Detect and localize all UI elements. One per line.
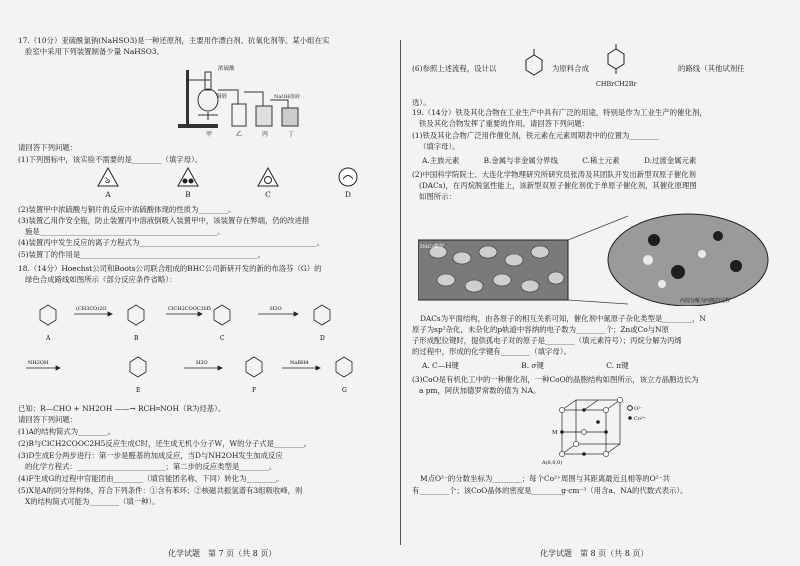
q17-p5: (5)装置丁的作用是________________________________________________。	[18, 250, 265, 259]
icon-label-b: B	[185, 190, 191, 200]
biohazard-icon	[257, 167, 279, 187]
q18-stem: 18.（14分）Hoechst公司和Boots公司联合组成的BHC公司新研开发的新的布洛芬（G）的	[18, 264, 322, 273]
point-m-label: M	[552, 430, 558, 436]
target-structure	[604, 44, 628, 80]
apparatus-figure	[178, 60, 328, 138]
legend-cobalt: Co²⁺	[634, 416, 646, 422]
reagent-4: NH2OH	[28, 360, 49, 366]
q19-p3a: DACs为平面结构，由各原子的相互关系可知，催化剂中氮原子杂化类型是________，N	[420, 314, 706, 323]
compound-a: A	[46, 335, 51, 342]
label-bing: 丙	[262, 131, 269, 138]
q19-p1: (1)铁及其化合物广泛用作催化剂，铁元素在元素周期表中的位置为________	[412, 131, 659, 140]
goggles-icon	[177, 167, 199, 187]
compound-b: B	[134, 335, 139, 342]
q18-p5a: (5)X是A的同分异构体，符合下列条件：①含有苯环；②核磁共振氢谱有3组吸收峰，则	[18, 486, 303, 495]
q17-p3b: 施是________________________________________________。	[25, 227, 225, 236]
hazard-icon-d	[318, 167, 378, 200]
legend-oxide: O²⁻	[634, 406, 643, 412]
q17-stem2: 验室中采用下列装置制备少量 NaHSO3。	[25, 47, 164, 56]
reagent-1: (CH3CO)2O	[76, 306, 107, 312]
dac-figure	[418, 206, 778, 306]
option-a: A.主族元素	[422, 156, 460, 165]
footer-left: 化学试题 第 7 页（共 8 页）	[168, 549, 277, 558]
q19-options2	[422, 361, 782, 371]
reagent-3: H2O	[270, 306, 282, 312]
q19-p5b: 有________个；该CoO晶体的密度是________g·cm⁻³（用含a、NA的代数式表示）。	[412, 486, 688, 495]
reagent-2: ClCH2COOC2H5	[168, 306, 212, 312]
q17-ask: 请回答下列问题：	[18, 143, 78, 152]
q17-6-text4: 选）。	[412, 98, 431, 107]
q18-known: 已知：R—CHO + NH2OH ——→ RCH═NOH（R为烃基）。	[18, 404, 226, 413]
unit-cell-figure	[542, 396, 652, 470]
label-acid: 浓硫酸	[218, 66, 235, 72]
q19-p4b: a pm，阿伏加德罗常数的值为 NA。	[419, 386, 541, 395]
compound-c: C	[220, 335, 225, 342]
q17-p4: (4)装置丙中发生反应的离子方程式为________________________________________________。	[18, 238, 325, 247]
option2-a: A. C—H键	[422, 361, 459, 370]
q17-6-text: (6)参照上述流程，设计以	[412, 64, 497, 73]
reagent-5: H2O	[196, 360, 208, 366]
label-yi: 乙	[236, 131, 243, 138]
toluene-structure	[522, 48, 546, 78]
svg-text:ঌ: ঌ	[105, 176, 111, 186]
synthesis-route	[18, 288, 390, 400]
hazard-icon-b	[158, 167, 218, 200]
q18-p5b: X的结构简式可能为________（填一种）。	[25, 497, 160, 506]
q18-ask: 请回答下列问题：	[18, 415, 78, 424]
q19-p4a: (3)CoO是有机化工中的一种催化剂，一种CoO的晶胞结构如图所示，该立方晶胞边长为	[412, 375, 699, 384]
fig-label-dacs: DACs模型	[420, 244, 445, 250]
q17-6-text3: 的路线（其他试剂任	[678, 64, 745, 73]
q19-p2c: 如图所示：	[419, 192, 456, 201]
reagent-6: NaBH4	[290, 360, 309, 366]
q18-p1: (1)A的结构简式为________。	[18, 427, 116, 436]
q19-p2a: (2)中国科学院院士、大连化学物理研究所研究员张涛及其团队开发出新型双原子催化剂	[412, 170, 696, 179]
icon-label-a: A	[105, 190, 111, 200]
option2-c: C. π键	[606, 361, 629, 370]
point-a-label: A(0,0,0)	[542, 460, 563, 466]
hazard-icons	[78, 167, 378, 201]
icon-label-d: D	[345, 190, 351, 200]
q18-stem2: 绿色合成路线如图所示（部分反应条件省略）：	[25, 275, 177, 284]
footer-right: 化学试题 第 8 页（共 8 页）	[540, 549, 649, 558]
q19-p3c: 子形成配位键时，提供孤电子对的原子是________（填元素符号）；丙烷分解为丙烯	[412, 336, 682, 345]
q19-p3d: 的过程中，形成的化学键有________（填字母）。	[412, 347, 571, 356]
icon-label-c: C	[265, 190, 271, 200]
q17-p1: (1)下列图标中，该实验不需要的是________（填字母）。	[18, 155, 203, 164]
label-naoh: NaOH溶液	[274, 94, 300, 100]
label-ding: 丁	[288, 131, 295, 138]
q19-p2b: (DACs)，在丙烷脱氢性能上，该新型双原子催化剂优于单原子催化剂，其催化原理图	[419, 181, 697, 190]
q19-p5a: M点O²⁻的分数坐标为________；每个Co²⁺周围与其距离最近且相等的O²⁻共	[420, 474, 670, 483]
q17-6-text2: 为原料合成	[552, 64, 589, 73]
option-c: C.稀土元素	[582, 156, 620, 165]
q18-p4: (4)F生成G的过程中官能团由________（填官能团名称，下同）转化为________。	[18, 474, 284, 483]
target-label: CHBrCH2Br	[596, 80, 637, 88]
q17-6-block	[412, 40, 784, 107]
page-divider	[400, 40, 401, 545]
q17-stem: 17.（10分）亚硫酰氯钠(NaHSO3)是一种还原剂，主要用作漂白剂、抗氧化剂等。某小组在实	[18, 36, 330, 45]
compound-f: F	[252, 387, 257, 394]
label-copper: 铜屑	[216, 94, 228, 100]
q19-stem: 19.（14分）铁及其化合物在工业生产中具有广泛的用途，特别是作为工业生产的催化剂，	[412, 108, 707, 117]
q19-options	[422, 156, 782, 166]
q17-p2: (2)装置甲中浓硫酸与铜片的反应中浓硫酸体现的性质为________。	[18, 205, 236, 214]
flame-warning-icon	[97, 167, 119, 187]
q18-p2: (2)B与ClCH2COOC2H5反应生成C时，还生成无机小分子W，W的分子式是________。	[18, 439, 312, 448]
option-b: B.金属与非金属分界线	[483, 156, 558, 165]
compound-e: E	[136, 387, 141, 394]
label-jia: 甲	[206, 131, 213, 138]
q17-p3a: (3)装置乙用作安全瓶，防止装置丙中溶液倒吸入装置甲中，该装置存在弊端，仍的改进措	[18, 216, 310, 225]
hazard-icon-a	[78, 167, 138, 200]
fig-label-process: 丙烷分解为丙烯的过程	[680, 298, 731, 304]
compound-g: G	[342, 387, 347, 394]
q19-stem2: 铁及其化合物发挥了重要的作用。请回答下列问题：	[419, 119, 589, 128]
option2-b: B. σ键	[521, 361, 544, 370]
hazard-icon-c	[238, 167, 298, 200]
q18-p3b: 的化学方程式：________________________；第二步的反应类型是________。	[25, 462, 277, 471]
hand-wash-icon	[337, 167, 359, 187]
compound-d: D	[320, 335, 325, 342]
q19-p1b: （填字母）。	[419, 142, 460, 151]
q19-p3b: 原子为sp²杂化，未杂化的p轨道中容纳的电子数为________个；Zn或Co与N原	[412, 325, 670, 334]
q18-p3a: (3)D生成E分两步进行：第一步是醛基的加成反应，当D与NH2OH发生加成反应	[18, 451, 283, 460]
option-d: D.过渡金属元素	[643, 156, 697, 165]
